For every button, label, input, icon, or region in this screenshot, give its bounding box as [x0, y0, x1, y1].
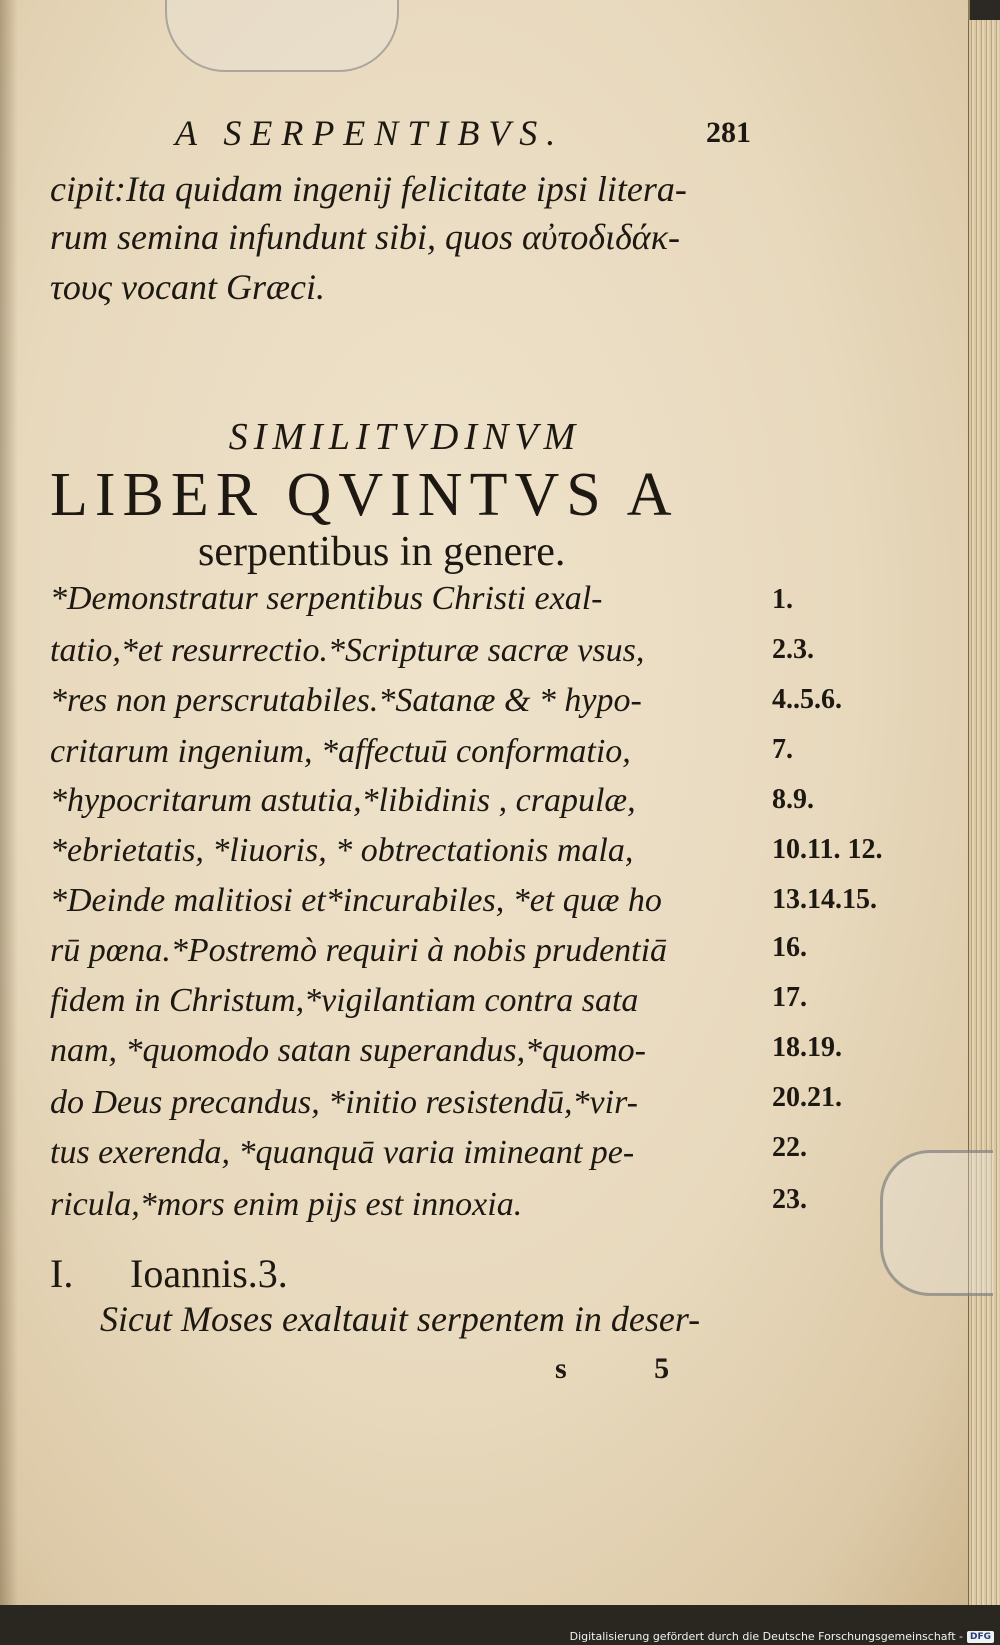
running-head-title: A SERPENTIBVS. — [175, 113, 565, 153]
summary-number: 8.9. — [772, 784, 814, 815]
summary-number: 16. — [772, 932, 807, 963]
summary-line: tus exerenda, *quanquā varia imineant pe- — [50, 1134, 635, 1171]
summary-line: *res non perscrutabiles.*Satanæ & * hypo- — [50, 682, 642, 719]
summary-number: 23. — [772, 1184, 807, 1215]
summary-number: 4..5.6. — [772, 684, 842, 715]
book-genre: serpentibus in genere. — [198, 529, 566, 575]
continuation-line: cipit:Ita quidam ingenij felicitate ipsi litera- — [50, 169, 687, 209]
summary-number: 10.11. 12. — [772, 834, 883, 865]
credit-text: Digitalisierung gefördert durch die Deutsche Forschungsgemeinschaft - — [569, 1630, 963, 1643]
summary-number: 7. — [772, 734, 793, 765]
summary-line: *Deinde malitiosi et*incurabiles, *et quæ ho — [50, 882, 662, 919]
summary-line: *Demonstratur serpentibus Christi exal- — [50, 580, 603, 617]
continuation-line: τους vocant Græci. — [50, 267, 325, 307]
book-subtitle: SIMILITVDINVM — [228, 416, 582, 458]
book-title: LIBER QVINTVS A — [50, 461, 679, 529]
continuation-line: rum semina infundunt sibi, quos αὐτοδιδάκ- — [50, 217, 680, 257]
summary-line: rū pœna.*Postremò requiri à nobis prudentiā — [50, 932, 668, 969]
summary-number: 20.21. — [772, 1082, 842, 1113]
summary-line: fidem in Christum,*vigilantiam contra sata — [50, 982, 639, 1019]
summary-number: 22. — [772, 1132, 807, 1163]
signature-mark: s 5 — [555, 1352, 710, 1385]
section-number: I. — [50, 1251, 74, 1296]
summary-line: critarum ingenium, *affectuū conformatio, — [50, 733, 631, 770]
summary-line: tatio,*et resurrectio.*Scripturæ sacræ vsus, — [50, 632, 645, 669]
summary-number: 17. — [772, 982, 807, 1013]
summary-line: do Deus precandus, *initio resistendū,*vir- — [50, 1084, 638, 1121]
page-edges — [968, 20, 1000, 1610]
section-heading — [50, 1250, 288, 1297]
summary-line: nam, *quomodo satan superandus,*quomo- — [50, 1032, 646, 1069]
summary-number: 1. — [772, 584, 793, 615]
verse-text: Sicut Moses exaltauit serpentem in deser- — [100, 1299, 701, 1339]
dfg-logo: DFG — [967, 1631, 994, 1643]
summary-line: *ebrietatis, *liuoris, * obtrectationis mala, — [50, 832, 634, 869]
summary-number: 18.19. — [772, 1032, 842, 1063]
digitization-credit — [570, 1630, 994, 1643]
summary-line: ricula,*mors enim pijs est innoxia. — [50, 1186, 523, 1223]
scan-footer-band — [0, 1605, 1000, 1645]
section-reference: Ioannis.3. — [130, 1251, 288, 1296]
summary-line: *hypocritarum astutia,*libidinis , crapulæ, — [50, 782, 636, 819]
summary-number: 13.14.15. — [772, 884, 877, 915]
folio-number: 281 — [706, 116, 751, 149]
summary-number: 2.3. — [772, 634, 814, 665]
